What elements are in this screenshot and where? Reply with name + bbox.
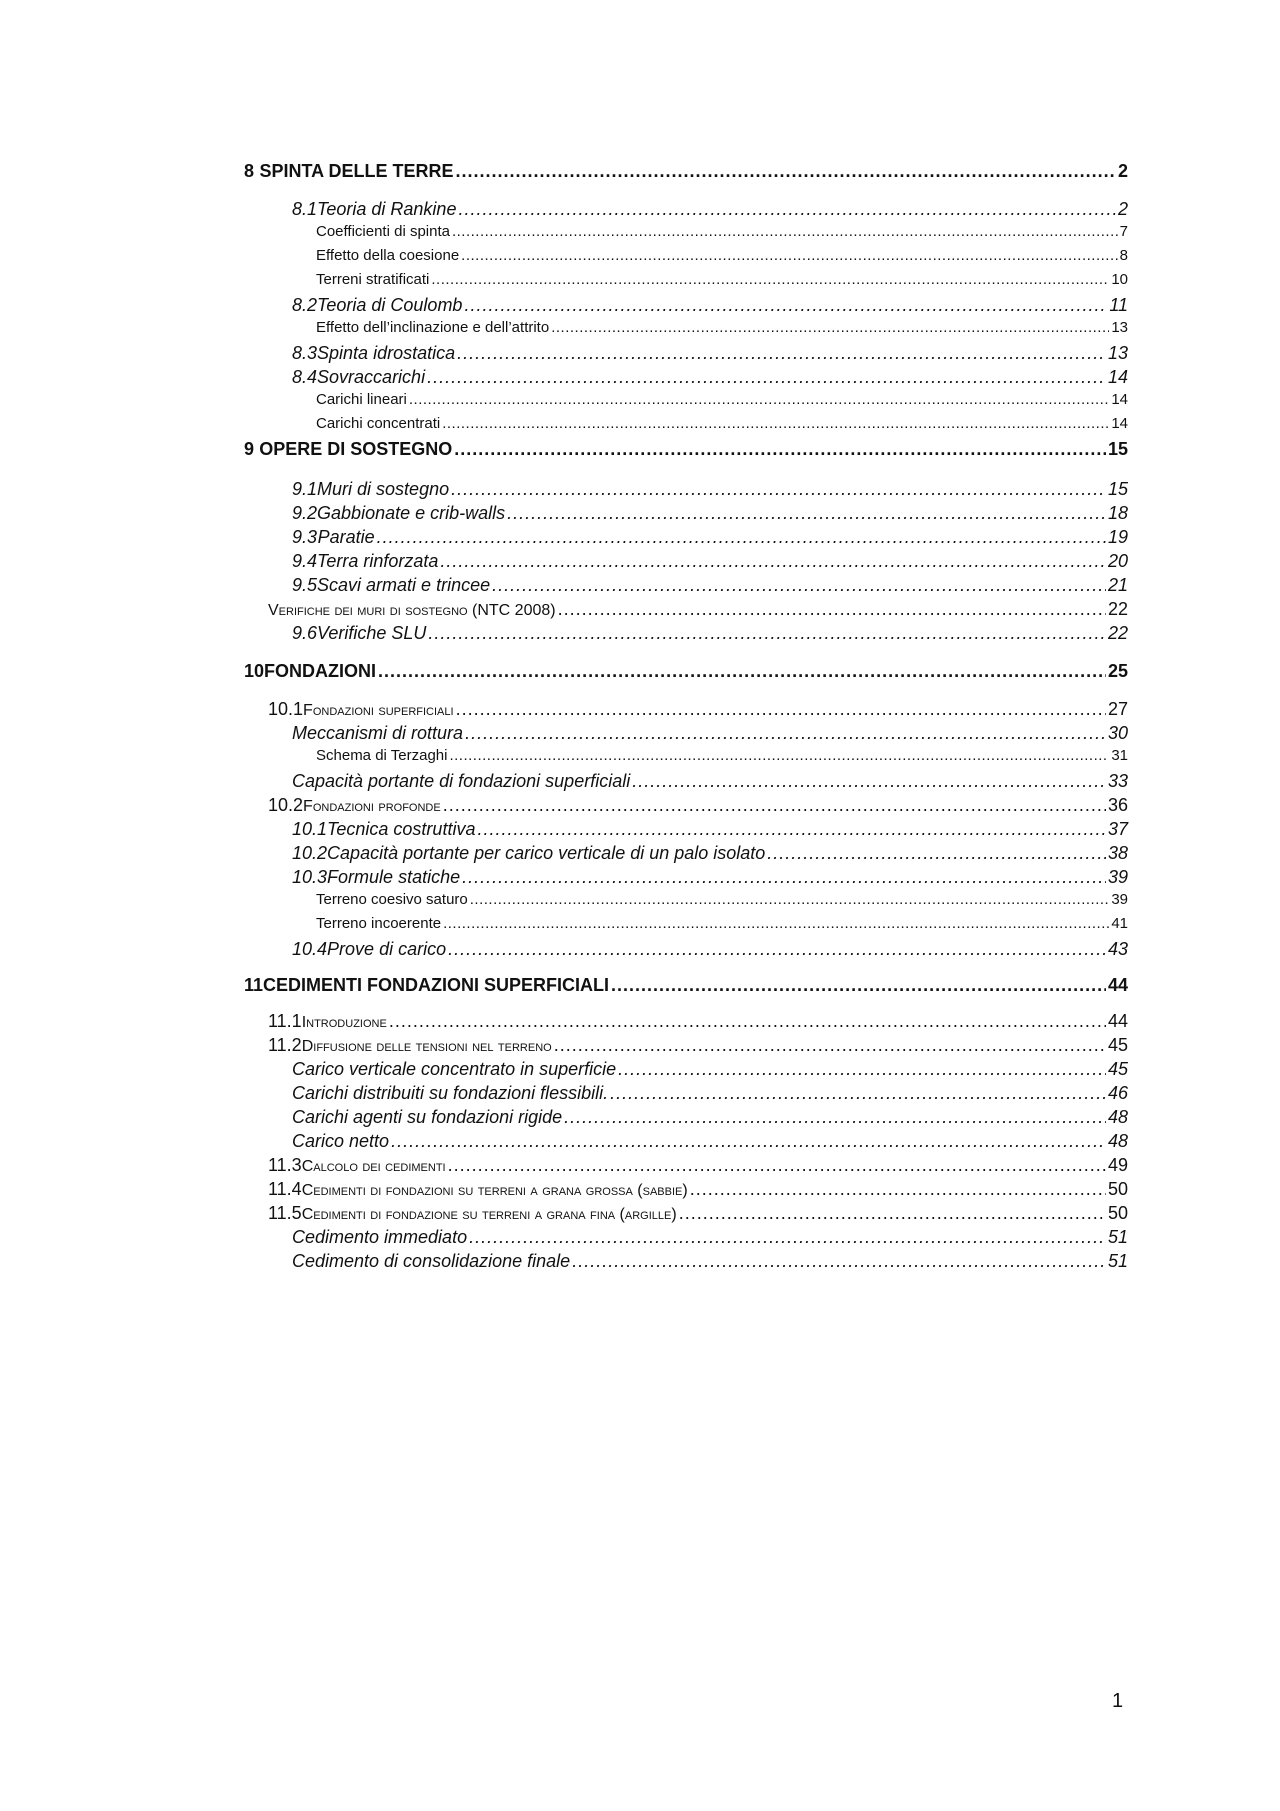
toc-entry-title: Cedimenti di fondazione su terreni a grana fina (argille): [301, 1206, 677, 1223]
toc-entry-title: Spinta idrostatica: [317, 343, 456, 363]
toc-entry-page: 14: [1107, 367, 1128, 387]
toc-entry-title: Meccanismi di rottura: [292, 723, 464, 743]
toc-entry-title: CEDIMENTI FONDAZIONI SUPERFICIALI: [263, 975, 610, 995]
toc-dot-leader: [451, 480, 1106, 498]
page-number: 1: [1112, 1690, 1124, 1712]
toc-entry-page: 51: [1107, 1227, 1128, 1247]
toc-entry-number: 10.1: [268, 699, 304, 719]
toc-dot-leader: [391, 1132, 1106, 1150]
toc-entry[interactable]: [244, 162, 1128, 180]
toc-entry-number: 8.1: [292, 199, 318, 219]
toc-entry-number: 11.3: [268, 1155, 302, 1175]
toc-dot-leader: [448, 940, 1106, 958]
toc-entry-page: 10: [1111, 271, 1128, 288]
toc-entry-title: Muri di sostegno: [317, 479, 450, 499]
toc-entry-title: Capacità portante di fondazioni superficiali: [292, 771, 631, 791]
toc-entry[interactable]: [244, 1108, 1128, 1126]
toc-entry-page: 46: [1107, 1083, 1128, 1103]
toc-dot-leader: [428, 624, 1106, 642]
toc-entry-title: Tecnica costruttiva: [327, 819, 476, 839]
toc-dot-leader: [554, 1036, 1106, 1054]
toc-entry[interactable]: [244, 724, 1128, 742]
toc-entry-title: Effetto dell’inclinazione e dell’attrito: [316, 319, 550, 336]
toc-entry-title: Carico netto: [292, 1131, 390, 1151]
toc-entry[interactable]: [244, 392, 1128, 407]
toc-entry-title: Terreno coesivo saturo: [316, 891, 468, 908]
toc-entry[interactable]: [244, 576, 1128, 594]
toc-entry[interactable]: [244, 916, 1128, 931]
toc-entry[interactable]: [244, 440, 1128, 458]
toc-entry-title: Formule statiche: [327, 867, 461, 887]
toc-dot-leader: [461, 248, 1117, 263]
toc-entry-title: Teoria di Coulomb: [317, 295, 463, 315]
toc-entry-page: 21: [1107, 575, 1128, 595]
toc-dot-leader: [690, 1180, 1106, 1198]
toc-entry[interactable]: [244, 200, 1128, 218]
toc-entry-page: 37: [1107, 819, 1128, 839]
toc-entry-page: 2: [1117, 161, 1128, 181]
toc-dot-leader: [456, 700, 1106, 718]
toc-dot-leader: [431, 272, 1109, 287]
toc-entry-title: Coefficienti di spinta: [316, 223, 450, 240]
toc-entry[interactable]: [244, 320, 1128, 335]
toc-dot-leader: [551, 320, 1109, 335]
toc-entry-title: Terreno incoerente: [316, 915, 442, 932]
toc-entry[interactable]: [244, 1036, 1128, 1055]
toc-entry-page: 13: [1107, 343, 1128, 363]
toc-entry-number: 11.4: [268, 1179, 302, 1199]
toc-dot-leader: [378, 662, 1106, 680]
toc-entry-page: 30: [1107, 723, 1128, 743]
toc-entry[interactable]: [244, 504, 1128, 522]
toc-dot-leader: [448, 1156, 1106, 1174]
toc-dot-leader: [442, 416, 1109, 431]
toc-entry-page: 48: [1107, 1131, 1128, 1151]
toc-entry[interactable]: [244, 1060, 1128, 1078]
toc-entry[interactable]: [244, 416, 1128, 431]
toc-entry-page: 22: [1107, 623, 1128, 643]
toc-entry-number: 9.4: [292, 551, 318, 571]
toc-dot-leader: [470, 892, 1110, 907]
toc-entry-page: 45: [1107, 1035, 1128, 1055]
toc-dot-leader: [409, 392, 1109, 407]
toc-entry-number: 11.1: [268, 1011, 302, 1031]
toc-entry[interactable]: [244, 892, 1128, 907]
toc-entry-page: 50: [1107, 1179, 1128, 1199]
toc-entry-title: Schema di Terzaghi: [316, 747, 448, 764]
toc-entry-number: 9.6: [292, 623, 318, 643]
toc-entry[interactable]: [244, 1252, 1128, 1270]
toc-entry-page: 49: [1107, 1155, 1128, 1175]
toc-entry[interactable]: [244, 700, 1128, 719]
toc-entry-title: Capacità portante per carico verticale di un palo isolato: [327, 843, 766, 863]
toc-entry-page: 44: [1107, 975, 1128, 995]
toc-entry[interactable]: [244, 296, 1128, 314]
toc-entry[interactable]: [244, 224, 1128, 239]
toc-dot-leader: [558, 600, 1106, 618]
toc-entry-title: Prove di carico: [327, 939, 447, 959]
toc-entry-number: 10.3: [292, 867, 328, 887]
toc-entry-page: 48: [1107, 1107, 1128, 1127]
toc-entry-page: 15: [1107, 479, 1128, 499]
toc-entry-title: Calcolo dei cedimenti: [301, 1158, 446, 1175]
toc-entry-title: Teoria di Rankine: [317, 199, 457, 219]
toc-entry[interactable]: [244, 820, 1128, 838]
toc-entry-page: 31: [1111, 747, 1128, 764]
toc-entry[interactable]: [244, 976, 1128, 994]
toc-entry-number: 10.4: [292, 939, 328, 959]
toc-entry-title: Introduzione: [301, 1014, 387, 1031]
toc-dot-leader: [457, 344, 1106, 362]
toc-entry-title: Cedimento di consolidazione finale: [292, 1251, 571, 1271]
toc-entry-number: 8.2: [292, 295, 318, 315]
toc-entry-title: Carichi concentrati: [316, 415, 441, 432]
toc-entry[interactable]: [244, 480, 1128, 498]
toc-entry[interactable]: [244, 940, 1128, 958]
toc-entry-title: Carichi distribuiti su fondazioni flessibili.: [292, 1083, 609, 1103]
toc-entry[interactable]: [244, 528, 1128, 546]
toc-entry[interactable]: [244, 1012, 1128, 1031]
toc-entry-title: Gabbionate e crib-walls: [317, 503, 506, 523]
toc-entry[interactable]: [244, 1228, 1128, 1246]
toc-entry-page: 19: [1107, 527, 1128, 547]
toc-dot-leader: [443, 796, 1106, 814]
toc-entry[interactable]: [244, 624, 1128, 642]
toc-entry[interactable]: [244, 1180, 1128, 1199]
toc-entry-title: Terra rinforzata: [317, 551, 439, 571]
toc-entry[interactable]: [244, 1204, 1128, 1223]
toc-entry-page: 44: [1107, 1011, 1128, 1031]
toc-dot-leader: [492, 576, 1106, 594]
toc-dot-leader: [455, 162, 1116, 180]
toc-entry-page: 33: [1107, 771, 1128, 791]
toc-entry[interactable]: [244, 868, 1128, 886]
toc-entry[interactable]: [244, 748, 1128, 763]
toc-entry-page: 15: [1107, 439, 1128, 459]
toc-entry-page: 41: [1111, 915, 1128, 932]
toc-dot-leader: [767, 844, 1106, 862]
toc-entry-page: 45: [1107, 1059, 1128, 1079]
toc-dot-leader: [427, 368, 1106, 386]
toc-entry-title: Diffusione delle tensioni nel terreno: [301, 1038, 552, 1055]
toc-dot-leader: [452, 224, 1118, 239]
toc-entry-page: 27: [1107, 699, 1128, 719]
toc-dot-leader: [440, 552, 1106, 570]
toc-entry-title: Cedimento immediato: [292, 1227, 468, 1247]
toc-entry-page: 22: [1107, 599, 1128, 619]
toc-entry-title: Effetto della coesione: [316, 247, 460, 264]
toc-entry-title: Sovraccarichi: [317, 367, 426, 387]
toc-dot-leader: [377, 528, 1106, 546]
toc-entry-number: 10.2: [268, 795, 304, 815]
toc-entry[interactable]: [244, 248, 1128, 263]
toc-entry-title: Cedimenti di fondazioni su terreni a grana grossa (sabbie): [301, 1182, 688, 1199]
toc-entry-page: 13: [1111, 319, 1128, 336]
toc-entry[interactable]: [244, 368, 1128, 386]
toc-entry-number: 9.5: [292, 575, 318, 595]
toc-entry-title: Fondazioni superficiali: [303, 702, 454, 719]
toc-entry-number: 11.5: [268, 1203, 302, 1223]
toc-entry-number: 9: [244, 439, 255, 459]
toc-entry-title: Carico verticale concentrato in superficie: [292, 1059, 617, 1079]
toc-entry-number: 8.3: [292, 343, 318, 363]
toc-entry-title: Verifiche dei muri di sostegno (NTC 2008): [268, 602, 556, 619]
toc-entry-page: 7: [1119, 223, 1128, 240]
toc-entry-page: 25: [1107, 661, 1128, 681]
toc-dot-leader: [477, 820, 1106, 838]
toc-entry-page: 8: [1119, 247, 1128, 264]
toc-entry-title: Verifiche SLU: [317, 623, 427, 643]
toc-dot-leader: [618, 1060, 1106, 1078]
toc-dot-leader: [464, 296, 1107, 314]
toc-entry-page: 18: [1107, 503, 1128, 523]
toc-entry[interactable]: [244, 272, 1128, 287]
toc-entry-page: 11: [1109, 295, 1128, 315]
toc-entry-page: 39: [1107, 867, 1128, 887]
toc-dot-leader: [389, 1012, 1106, 1030]
toc-entry-page: 2: [1117, 199, 1128, 219]
toc-dot-leader: [458, 200, 1116, 218]
toc-entry-title: Terreni stratificati: [316, 271, 430, 288]
toc-entry-page: 36: [1107, 795, 1128, 815]
toc-entry-number: 8.4: [292, 367, 318, 387]
toc-entry[interactable]: [244, 344, 1128, 362]
toc-entry[interactable]: [244, 796, 1128, 815]
toc-dot-leader: [572, 1252, 1106, 1270]
toc-entry-page: 14: [1111, 391, 1128, 408]
toc-dot-leader: [564, 1108, 1106, 1126]
toc-dot-leader: [469, 1228, 1106, 1246]
toc-entry[interactable]: [244, 844, 1128, 862]
toc-entry[interactable]: [244, 1084, 1128, 1102]
toc-entry-number: 8: [244, 161, 255, 181]
toc-entry-page: 51: [1107, 1251, 1128, 1271]
toc-dot-leader: [507, 504, 1106, 522]
toc-dot-leader: [454, 440, 1106, 458]
toc-entry[interactable]: [244, 1156, 1128, 1175]
toc-entry-number: 10: [244, 661, 265, 681]
toc-entry-page: 20: [1107, 551, 1128, 571]
toc-entry-number: 11.2: [268, 1035, 302, 1055]
toc-entry-title: SPINTA DELLE TERRE: [259, 161, 454, 181]
toc-entry-title: Carichi lineari: [316, 391, 407, 408]
toc-entry-number: 10.2: [292, 843, 328, 863]
toc-dot-leader: [611, 976, 1106, 994]
toc-entry[interactable]: [244, 600, 1128, 619]
toc-entry[interactable]: [244, 1132, 1128, 1150]
toc-entry-page: 38: [1107, 843, 1128, 863]
toc-dot-leader: [632, 772, 1106, 790]
toc-entry[interactable]: [244, 552, 1128, 570]
toc-entry-title: Paratie: [317, 527, 375, 547]
toc-entry-number: 9.3: [292, 527, 318, 547]
toc-entry-number: 10.1: [292, 819, 328, 839]
toc-dot-leader: [449, 748, 1109, 763]
toc-entry[interactable]: [244, 772, 1128, 790]
toc-entry-title: OPERE DI SOSTEGNO: [259, 439, 453, 459]
toc-dot-leader: [465, 724, 1106, 742]
toc-entry-title: Scavi armati e trincee: [317, 575, 491, 595]
toc-entry-page: 50: [1107, 1203, 1128, 1223]
toc-entry-page: 14: [1111, 415, 1128, 432]
toc-dot-leader: [443, 916, 1109, 931]
toc-dot-leader: [462, 868, 1106, 886]
toc-entry-title: Fondazioni profonde: [303, 798, 441, 815]
toc-entry-number: 11: [244, 975, 264, 995]
toc-entry-page: 43: [1107, 939, 1128, 959]
toc-entry-number: 9.1: [292, 479, 318, 499]
toc-entry-title: Carichi agenti su fondazioni rigide: [292, 1107, 563, 1127]
toc-entry-number: 9.2: [292, 503, 318, 523]
toc-dot-leader: [679, 1204, 1106, 1222]
toc-dot-leader: [610, 1084, 1106, 1102]
toc-entry-title: FONDAZIONI: [264, 661, 377, 681]
toc-entry-page: 39: [1111, 891, 1128, 908]
toc-entry[interactable]: [244, 662, 1128, 680]
